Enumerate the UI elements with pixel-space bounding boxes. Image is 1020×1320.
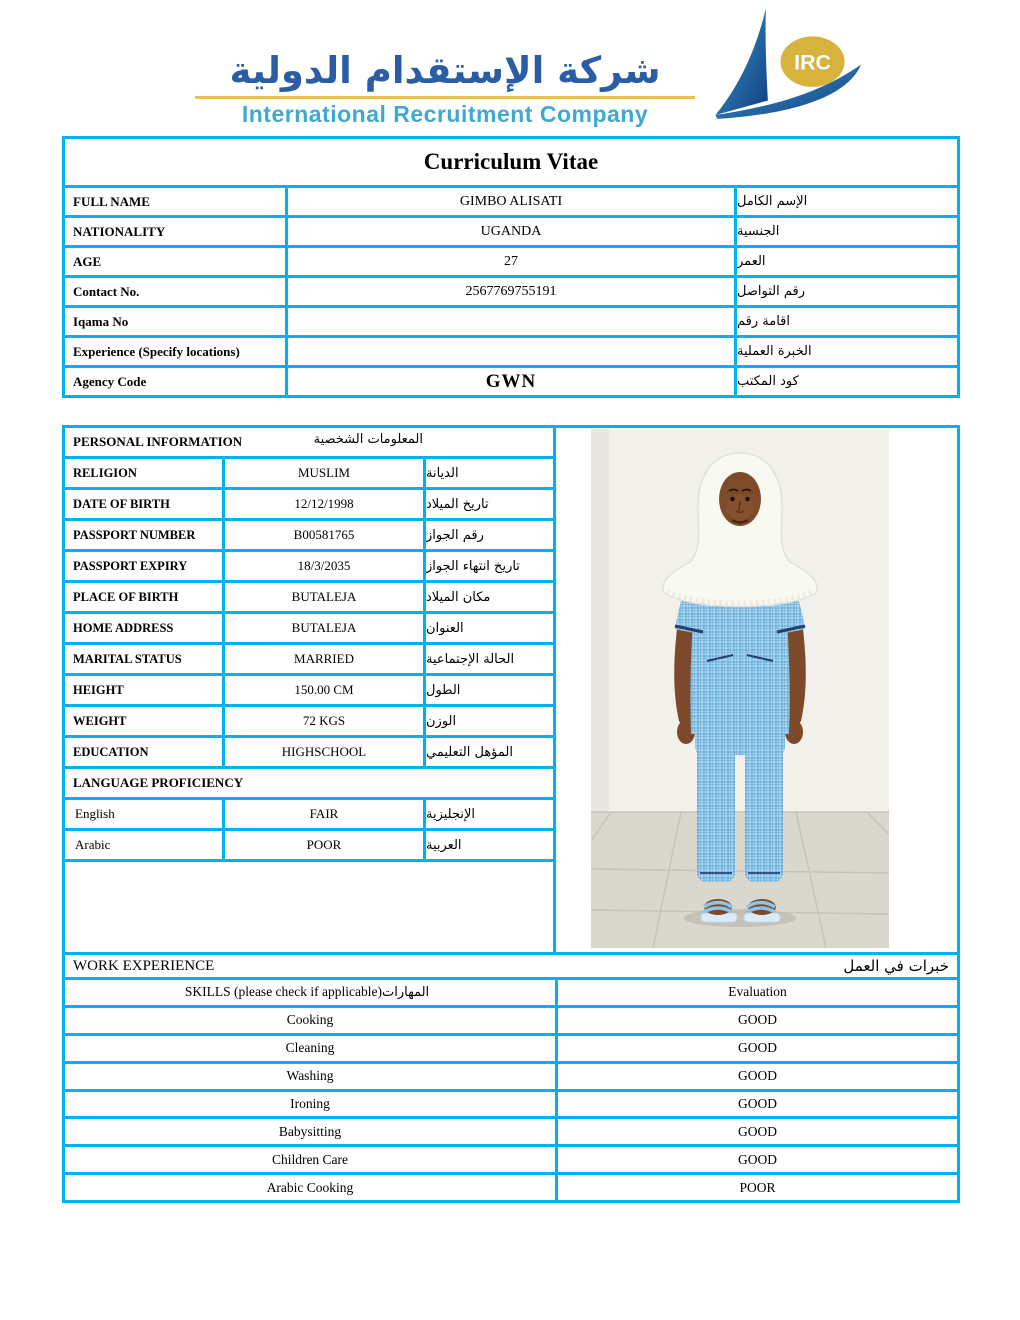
language-row-arabic: الإنجليزية	[426, 800, 553, 828]
logo-english-name: International Recruitment Company	[241, 101, 649, 127]
personal-row-value: 150.00 CM	[225, 676, 423, 704]
personal-row-arabic: المؤهل التعليمي	[426, 738, 553, 766]
personal-empty-cell	[65, 862, 553, 952]
cv-row-arabic: رقم التواصل	[737, 278, 957, 305]
skill-name-cell: Cleaning	[65, 1036, 555, 1061]
personal-row-label: PASSPORT NUMBER	[65, 521, 222, 549]
personal-row-value: MUSLIM	[225, 459, 423, 487]
personal-row-arabic: مكان الميلاد	[426, 583, 553, 611]
language-row-value: FAIR	[225, 800, 423, 828]
language-row-value: POOR	[225, 831, 423, 859]
logo-mark-icon	[698, 6, 863, 128]
personal-info-table	[65, 428, 556, 952]
language-row-label: Arabic	[65, 831, 222, 859]
personal-row-arabic: الوزن	[426, 707, 553, 735]
personal-row-label: EDUCATION	[65, 738, 222, 766]
skill-evaluation-cell: GOOD	[558, 1064, 957, 1089]
cv-row-label: FULL NAME	[65, 188, 285, 215]
personal-row-value: BUTALEJA	[225, 583, 423, 611]
skill-name-cell: Children Care	[65, 1147, 555, 1172]
cv-title: Curriculum Vitae	[65, 139, 957, 185]
personal-row-value: B00581765	[225, 521, 423, 549]
skills-header-cell: SKILLS (please check if applicable) المهارات	[65, 980, 555, 1005]
personal-row-value: 18/3/2035	[225, 552, 423, 580]
work-experience-title-arabic: خبرات في العمل	[843, 957, 949, 975]
personal-row-arabic: الديانة	[426, 459, 553, 487]
skill-name-cell: Babysitting	[65, 1119, 555, 1144]
skill-evaluation-cell: GOOD	[558, 1147, 957, 1172]
personal-row-label: WEIGHT	[65, 707, 222, 735]
skill-name-cell: Ironing	[65, 1092, 555, 1117]
personal-row-arabic: تاريخ الميلاد	[426, 490, 553, 518]
cv-row-arabic: الإسم الكامل	[737, 188, 957, 215]
personal-row-arabic: تاريخ انتهاء الجواز	[426, 552, 553, 580]
language-proficiency-header: LANGUAGE PROFICIENCY	[65, 769, 553, 797]
skill-name-cell: Cooking	[65, 1008, 555, 1033]
svg-text:IRC: IRC	[794, 50, 831, 75]
cv-row-arabic: اقامة رقم	[737, 308, 957, 335]
work-experience-bar	[62, 952, 960, 980]
personal-row-label: HOME ADDRESS	[65, 614, 222, 642]
personal-row-arabic: الطول	[426, 676, 553, 704]
cv-table	[62, 136, 960, 398]
cv-row-arabic: الجنسية	[737, 218, 957, 245]
language-row-label: English	[65, 800, 222, 828]
cv-row-label: Experience (Specify locations)	[65, 338, 285, 365]
personal-row-value: HIGHSCHOOL	[225, 738, 423, 766]
logo-arabic-name: شركة الإستقدام الدولية	[229, 49, 661, 93]
cv-row-value	[288, 338, 734, 365]
personal-row-value: 12/12/1998	[225, 490, 423, 518]
language-row-arabic: العربية	[426, 831, 553, 859]
personal-row-arabic: الحالة الإجتماعية	[426, 645, 553, 673]
personal-info-section	[62, 425, 960, 955]
personal-row-label: PASSPORT EXPIRY	[65, 552, 222, 580]
personal-row-label: RELIGION	[65, 459, 222, 487]
personal-row-value: BUTALEJA	[225, 614, 423, 642]
applicant-photo	[591, 429, 889, 948]
cv-row-arabic: العمر	[737, 248, 957, 275]
skill-evaluation-cell: GOOD	[558, 1119, 957, 1144]
cv-row-label: AGE	[65, 248, 285, 275]
skill-evaluation-cell: GOOD	[558, 1036, 957, 1061]
company-logo	[195, 10, 860, 128]
personal-row-label: MARITAL STATUS	[65, 645, 222, 673]
personal-row-label: PLACE OF BIRTH	[65, 583, 222, 611]
personal-row-value: MARRIED	[225, 645, 423, 673]
personal-row-value: 72 KGS	[225, 707, 423, 735]
skill-name-cell: Arabic Cooking	[65, 1175, 555, 1200]
cv-row-value: 2567769755191	[288, 278, 734, 305]
company-logo-text	[195, 10, 695, 128]
cv-row-value: 27	[288, 248, 734, 275]
skills-header-arabic: المهارات	[382, 984, 430, 1000]
cv-row-arabic: الخبرة العملية	[737, 338, 957, 365]
skill-evaluation-cell: POOR	[558, 1175, 957, 1200]
cv-row-label: Iqama No	[65, 308, 285, 335]
evaluation-header-cell: Evaluation	[558, 980, 957, 1005]
personal-row-arabic: رقم الجواز	[426, 521, 553, 549]
personal-row-label: DATE OF BIRTH	[65, 490, 222, 518]
cv-row-label: Contact No.	[65, 278, 285, 305]
skills-table	[62, 977, 960, 1203]
skill-evaluation-cell: GOOD	[558, 1008, 957, 1033]
skill-evaluation-cell: GOOD	[558, 1092, 957, 1117]
personal-info-header: PERSONAL INFORMATION المعلومات الشخصية	[65, 428, 553, 456]
personal-row-label: HEIGHT	[65, 676, 222, 704]
personal-row-arabic: العنوان	[426, 614, 553, 642]
skill-name-cell: Washing	[65, 1064, 555, 1089]
cv-row-label: NATIONALITY	[65, 218, 285, 245]
cv-row-value	[288, 308, 734, 335]
cv-row-value: UGANDA	[288, 218, 734, 245]
cv-row-arabic: كود المكتب	[737, 368, 957, 395]
cv-row-label: Agency Code	[65, 368, 285, 395]
personal-info-header-arabic: المعلومات الشخصية	[313, 432, 423, 447]
logo-underline	[195, 96, 695, 99]
cv-row-value: GIMBO ALISATI	[288, 188, 734, 215]
work-experience-title: WORK EXPERIENCE	[73, 957, 215, 974]
cv-row-value: GWN	[288, 368, 734, 395]
